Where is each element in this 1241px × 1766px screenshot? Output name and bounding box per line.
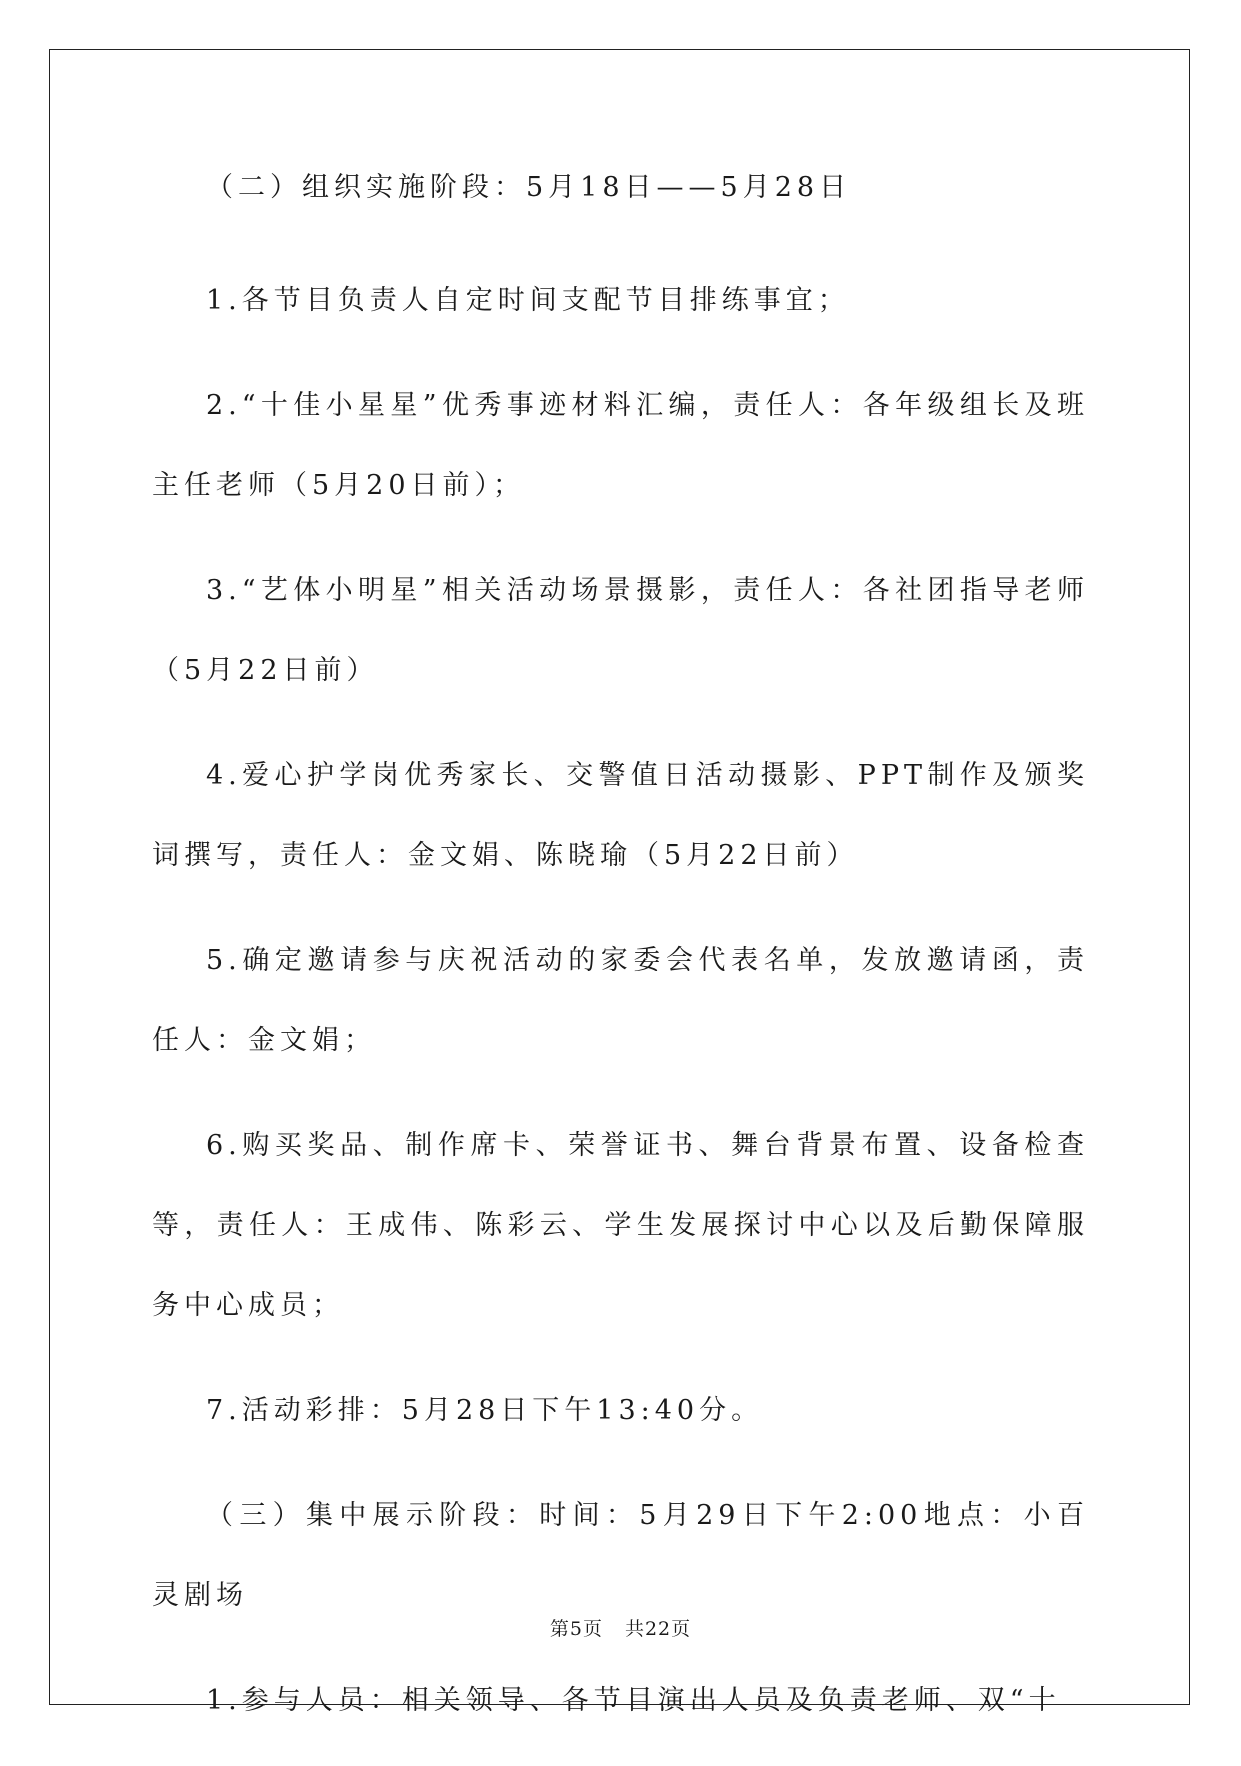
list-item: 5.确定邀请参与庆祝活动的家委会代表名单，发放邀请函，责任人：金文娟； — [152, 945, 1089, 1056]
list-item: 3.“艺体小明星”相关活动场景摄影，责任人：各社团指导老师（5月22日前） — [152, 575, 1089, 686]
page-number: 第5页 — [549, 1618, 603, 1640]
list-item: 2.“十佳小星星”优秀事迹材料汇编，责任人：各年级组长及班主任老师（5月20日前）； — [152, 390, 1089, 501]
list-item: 7.活动彩排：5月28日下午13:40分。 — [206, 1395, 764, 1426]
list-item: 6.购买奖品、制作席卡、荣誉证书、舞台背景布置、设备检查等，责任人：王成伟、陈彩云、学生发展探讨中心以及后勤保障服务中心成员； — [152, 1130, 1089, 1321]
list-item: 4.爱心护学岗优秀家长、交警值日活动摄影、PPT制作及颁奖词撰写，责任人：金文娟、陈晓瑜（5月22日前） — [152, 760, 1089, 871]
list-item: 1.各节目负责人自定时间支配节目排练事宜； — [206, 285, 850, 316]
section-heading-implementation: （二）组织实施阶段：5月18日——5月28日 — [206, 172, 852, 203]
section-heading-showcase: （三）集中展示阶段：时间：5月29日下午2:00地点：小百灵剧场 — [152, 1500, 1089, 1611]
page-footer — [0, 1614, 1241, 1641]
page-total: 共22页 — [624, 1618, 692, 1640]
document-body — [152, 160, 1089, 1766]
list-item: 1.参与人员：相关领导、各节目演出人员及负责老师、双“十 — [206, 1685, 1061, 1716]
